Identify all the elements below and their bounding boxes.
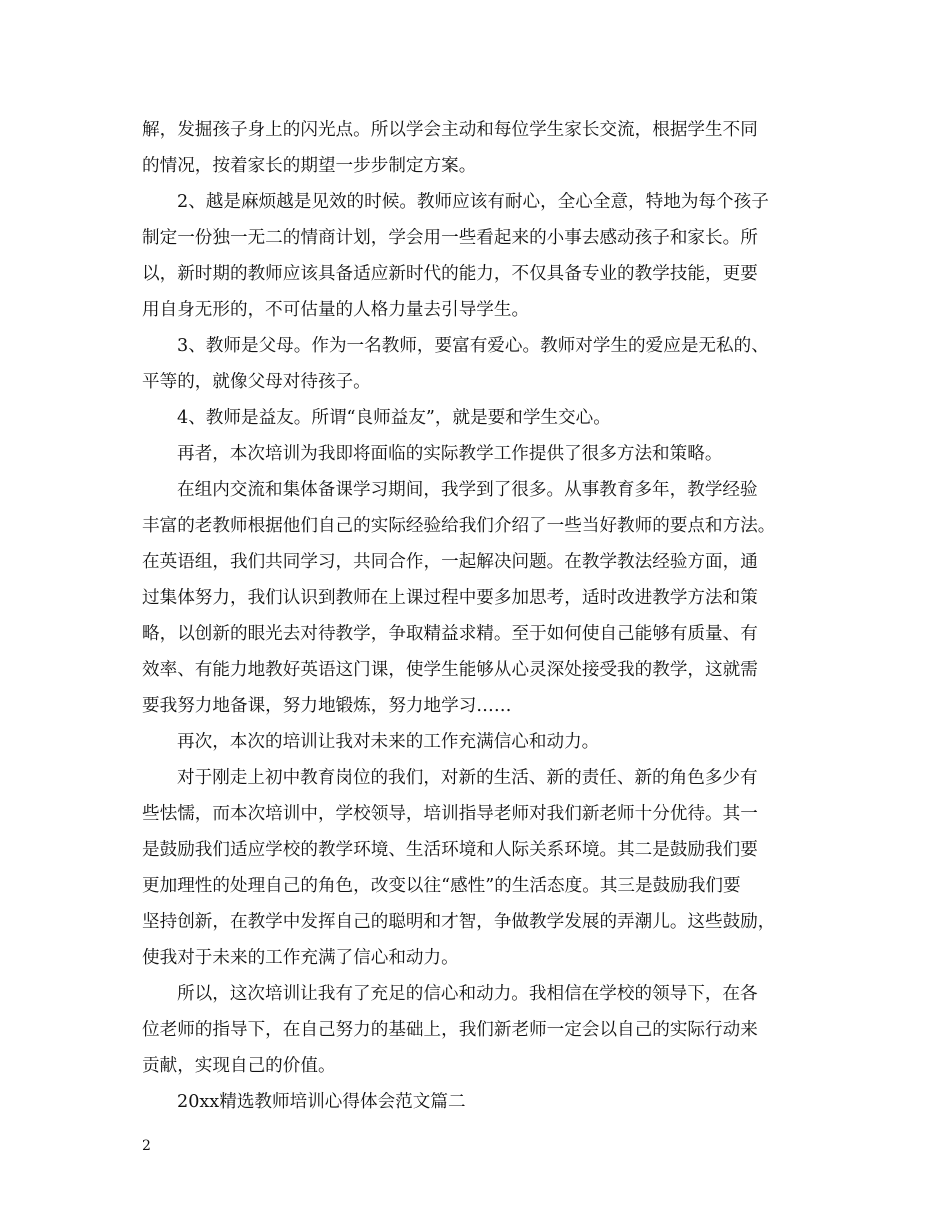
text-line: 贡献，实现自己的价值。 [142, 1056, 336, 1076]
text-line: 过集体努力，我们认识到教师在上课过程中要多加思考，适时改进教学方法和策 [142, 588, 758, 608]
text-line: 在组内交流和集体备课学习期间，我学到了很多。从事教育多年，教学经验 [177, 480, 758, 500]
text-line: 效率、有能力地教好英语这门课，使学生能够从心灵深处接受我的教学，这就需 [142, 660, 758, 680]
text-line: 丰富的老教师根据他们自己的实际经验给我们介绍了一些当好教师的要点和方法。 [142, 516, 776, 536]
text-line: 3、教师是父母。作为一名教师，要富有爱心。教师对学生的爱应是无私的、 [177, 336, 769, 356]
text-line: 平等的，就像父母对待孩子。 [142, 372, 371, 392]
text-line: 使我对于未来的工作充满了信心和动力。 [142, 948, 459, 968]
text-line: 在英语组，我们共同学习，共同合作，一起解决问题。在教学教法经验方面，通 [142, 552, 758, 572]
text-line: 4、教师是益友。所谓“良师益友”，就是要和学生交心。 [177, 408, 611, 428]
document-body [142, 112, 812, 1120]
page-number: 2 [142, 1138, 151, 1154]
text-line: 坚持创新，在教学中发挥自己的聪明和才智，争做教学发展的弄潮儿。这些鼓励， [142, 912, 776, 932]
text-line: 2、越是麻烦越是见效的时候。教师应该有耐心，全心全意，特地为每个孩子 [177, 192, 769, 212]
text-line: 更加理性的处理自己的角色，改变以往“感性”的生活态度。其三是鼓励我们要 [142, 876, 741, 896]
text-line: 再次，本次的培训让我对未来的工作充满信心和动力。 [177, 732, 600, 752]
text-line: 些怯懦，而本次培训中，学校领导，培训指导老师对我们新老师十分优待。其一 [142, 804, 758, 824]
text-line: 再者，本次培训为我即将面临的实际教学工作提供了很多方法和策略。 [177, 444, 723, 464]
text-line: 用自身无形的，不可估量的人格力量去引导学生。 [142, 300, 530, 320]
text-line: 位老师的指导下，在自己努力的基础上，我们新老师一定会以自己的实际行动来 [142, 1020, 758, 1040]
text-line: 所以，这次培训让我有了充足的信心和动力。我相信在学校的领导下，在各 [177, 984, 758, 1004]
text-line: 对于刚走上初中教育岗位的我们，对新的生活、新的责任、新的角色多少有 [177, 768, 758, 788]
text-line: 是鼓励我们适应学校的教学环境、生活环境和人际关系环境。其二是鼓励我们要 [142, 840, 758, 860]
section-heading: 20xx精选教师培训心得体会范文篇二 [177, 1092, 466, 1112]
text-line: 解，发掘孩子身上的闪光点。所以学会主动和每位学生家长交流，根据学生不同 [142, 120, 758, 140]
text-line: 制定一份独一无二的情商计划，学会用一些看起来的小事去感动孩子和家长。所 [142, 228, 758, 248]
text-line: 以，新时期的教师应该具备适应新时代的能力，不仅具备专业的教学技能，更要 [142, 264, 758, 284]
text-line: 要我努力地备课，努力地锻炼，努力地学习…… [142, 696, 512, 716]
text-line: 的情况，按着家长的期望一步步制定方案。 [142, 156, 477, 176]
text-line: 略，以创新的眼光去对待教学，争取精益求精。至于如何使自己能够有质量、有 [142, 624, 758, 644]
